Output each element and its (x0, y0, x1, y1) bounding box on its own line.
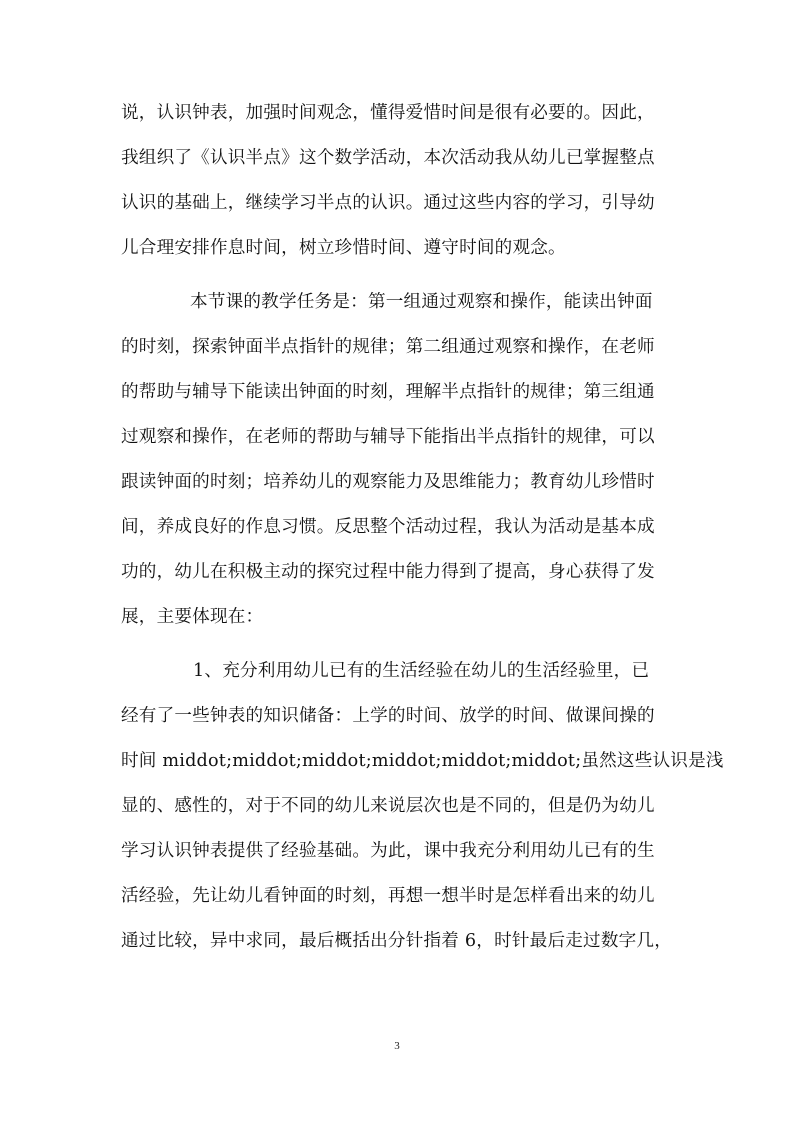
text-line: 本节课的教学任务是：第一组通过观察和操作，能读出钟面 (190, 292, 653, 312)
text-line: 我组织了《认识半点》这个数学活动，本次活动我从幼儿已掌握整点 (121, 148, 655, 168)
text-line: 儿合理安排作息时间，树立珍惜时间、遵守时间的观念。 (121, 238, 566, 258)
text-line: 通过比较，异中求同，最后概括出分针指着 6，时针最后走过数字几， (121, 931, 673, 951)
text-line: 功的，幼儿在积极主动的探究过程中能力得到了提高，身心获得了发 (121, 562, 655, 582)
text-line: 学习认识钟表提供了经验基础。为此，课中我充分利用幼儿已有的生 (121, 841, 655, 861)
text-line: 显的、感性的，对于不同的幼儿来说层次也是不同的，但是仍为幼儿 (121, 796, 655, 816)
text-line: 说，认识钟表，加强时间观念，懂得爱惜时间是很有必要的。因此， (121, 103, 655, 123)
text-line: 间，养成良好的作息习惯。反思整个活动过程，我认为活动是基本成 (121, 517, 655, 537)
text-line: 展，主要体现在： (121, 607, 264, 627)
text-line: 认识的基础上，继续学习半点的认识。通过这些内容的学习，引导幼 (121, 193, 655, 213)
text-line: 1、充分利用幼儿已有的生活经验在幼儿的生活经验里，已 (193, 661, 650, 681)
text-line: 过观察和操作，在老师的帮助与辅导下能指出半点指针的规律，可以 (121, 427, 655, 447)
text-line: 的帮助与辅导下能读出钟面的时刻，理解半点指针的规律；第三组通 (121, 382, 655, 402)
page-number: 3 (394, 1040, 400, 1052)
text-line: 活经验，先让幼儿看钟面的时刻，再想一想半时是怎样看出来的幼儿 (121, 886, 655, 906)
text-line: 经有了一些钟表的知识储备：上学的时间、放学的时间、做课间操的 (121, 706, 655, 726)
text-line: 跟读钟面的时刻；培养幼儿的观察能力及思维能力；教育幼儿珍惜时 (121, 472, 655, 492)
text-line: 时间 middot;middot;middot;middot;middot;middot;虽然这些认识是浅 (121, 751, 724, 771)
text-line: 的时刻，探索钟面半点指针的规律；第二组通过观察和操作，在老师 (121, 337, 655, 357)
